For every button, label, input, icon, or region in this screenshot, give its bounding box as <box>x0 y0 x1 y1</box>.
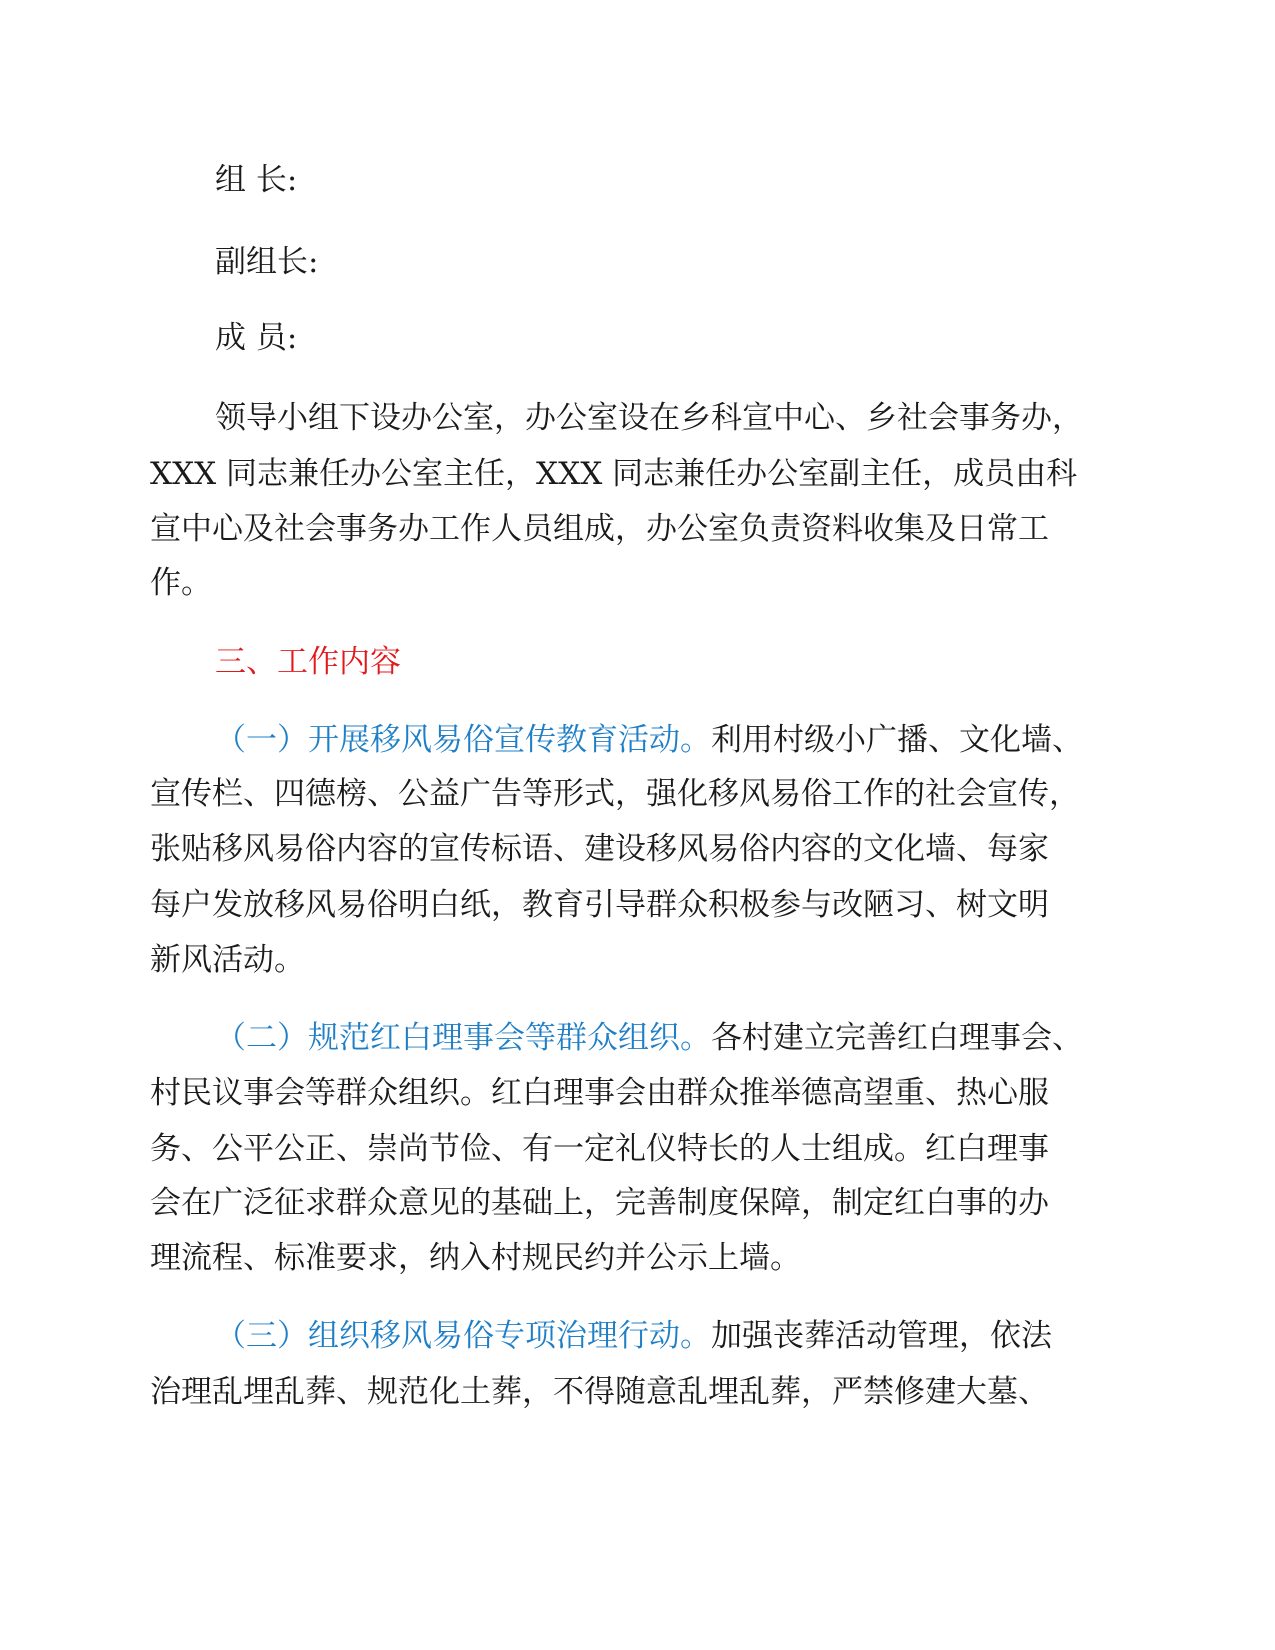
office-paragraph-line: 作。 <box>150 565 212 601</box>
office-paragraph-line: XXX 同志兼任办公室主任，XXX 同志兼任办公室副主任，成员由科 <box>150 456 1078 492</box>
office-paragraph-line: 宣中心及社会事务办工作人员组成，办公室负责资料收集及日常工 <box>150 511 1049 547</box>
roster-leader: 组 长: <box>215 162 298 198</box>
item-two-line: 会在广泛征求群众意见的基础上，完善制度保障，制定红白事的办 <box>150 1185 1049 1221</box>
roster-deputy-leader: 副组长: <box>215 244 319 280</box>
item-one-line: 每户发放移风易俗明白纸，教育引导群众积极参与改陋习、树文明 <box>150 887 1049 923</box>
office-paragraph-line: 领导小组下设办公室，办公室设在乡科宣中心、乡社会事务办， <box>215 400 1083 436</box>
item-one-line: 宣传栏、四德榜、公益广告等形式，强化移风易俗工作的社会宣传， <box>150 776 1080 812</box>
item-three-text: 加强丧葬活动管理，依法 <box>711 1318 1052 1354</box>
item-one-text: 利用村级小广播、文化墙、 <box>711 722 1083 758</box>
item-one-subhead: （一）开展移风易俗宣传教育活动。 <box>215 722 711 758</box>
item-three-line: 治理乱埋乱葬、规范化土葬，不得随意乱埋乱葬，严禁修建大墓、 <box>150 1374 1049 1410</box>
item-two-line: 村民议事会等群众组织。红白理事会由群众推举德高望重、热心服 <box>150 1075 1049 1111</box>
item-two-first-line <box>215 1018 1083 1058</box>
item-one-line: 新风活动。 <box>150 942 305 978</box>
item-one-line: 张贴移风易俗内容的宣传标语、建设移风易俗内容的文化墙、每家 <box>150 831 1049 867</box>
item-two-subhead: （二）规范红白理事会等群众组织。 <box>215 1020 711 1056</box>
item-two-line: 理流程、标准要求，纳入村规民约并公示上墙。 <box>150 1240 801 1276</box>
section-heading: 三、工作内容 <box>215 644 401 680</box>
item-two-text: 各村建立完善红白理事会、 <box>711 1020 1083 1056</box>
item-three-subhead: （三）组织移风易俗专项治理行动。 <box>215 1318 711 1354</box>
roster-members: 成 员: <box>215 320 298 356</box>
item-two-line: 务、公平公正、崇尚节俭、有一定礼仪特长的人士组成。红白理事 <box>150 1131 1049 1167</box>
item-three-first-line <box>215 1316 1052 1356</box>
item-one-first-line <box>215 720 1083 760</box>
